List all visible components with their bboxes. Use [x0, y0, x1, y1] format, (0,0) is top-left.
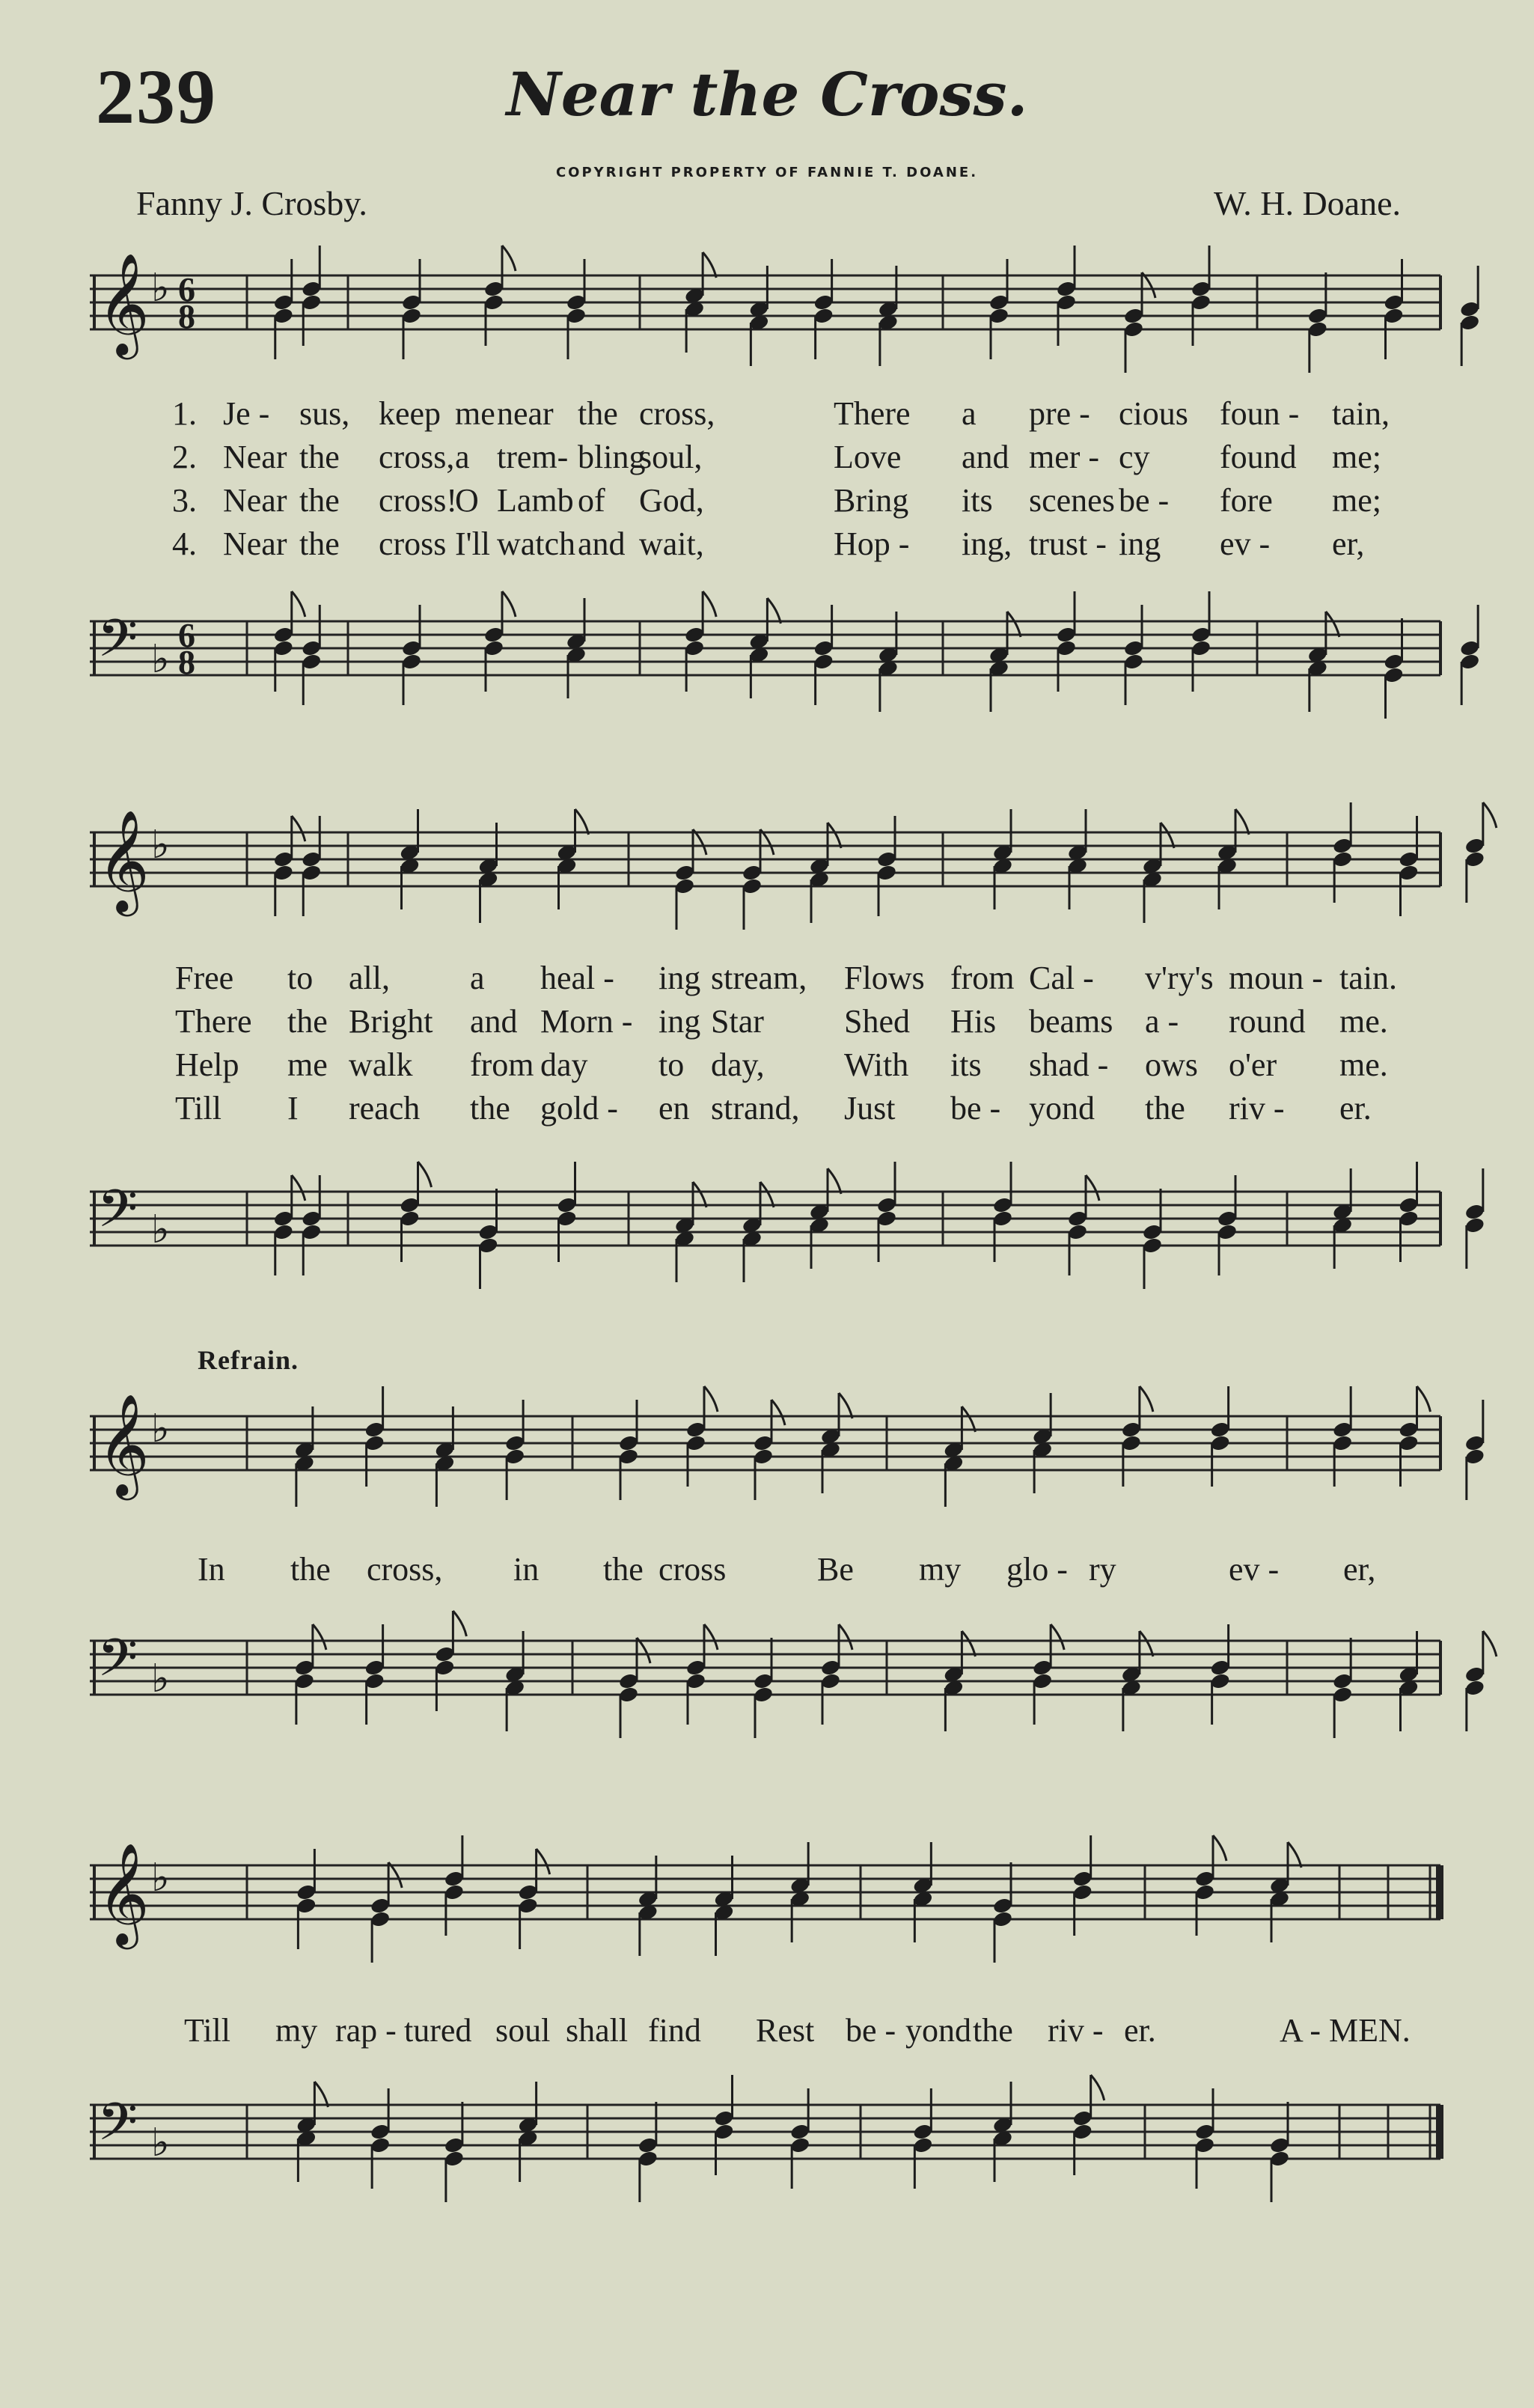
- lyric-syllable: Flows: [844, 960, 925, 996]
- lyric-syllable: keep: [379, 395, 441, 432]
- lyric-syllable: in: [513, 1551, 540, 1588]
- lyric-syllable: glo -: [1006, 1551, 1068, 1588]
- note-flag: [1213, 1835, 1226, 1861]
- lyric-syllable: Morn -: [540, 1003, 633, 1040]
- lyric-syllable: en: [658, 1090, 690, 1127]
- verse-number: 2.: [172, 439, 197, 475]
- lyric-row: [0, 1043, 1534, 1087]
- note-flag: [828, 1168, 841, 1194]
- treble-clef-icon: 𝄞: [97, 808, 150, 912]
- lyric-syllable: the: [578, 395, 618, 432]
- treble-clef-icon: 𝄞: [97, 1841, 150, 1945]
- lyric-syllable: Help: [175, 1046, 239, 1083]
- lyric-syllable: watch: [497, 525, 576, 562]
- lyric-syllable: ing,: [962, 525, 1012, 562]
- note-flag: [962, 1631, 975, 1656]
- lyric-syllable: the: [470, 1090, 510, 1127]
- lyric-syllable: God,: [639, 482, 704, 519]
- note-flag: [292, 1175, 305, 1201]
- note-flag: [1140, 1386, 1153, 1412]
- note-flag: [1086, 1175, 1099, 1201]
- lyric-row: [0, 436, 1534, 479]
- time-signature-top: 6: [178, 616, 195, 654]
- lyric-row: [0, 957, 1534, 1000]
- flat-key-signature-icon: ♭: [151, 1656, 170, 1701]
- note-flag: [839, 1624, 852, 1650]
- lyric-syllable: er,: [1332, 525, 1365, 562]
- lyric-syllable: a -: [1145, 1003, 1179, 1040]
- flat-key-signature-icon: ♭: [151, 637, 170, 682]
- lyric-syllable: shall: [566, 2012, 629, 2049]
- lyric-syllable: Just: [844, 1090, 896, 1127]
- lyric-syllable: ev -: [1229, 1551, 1280, 1588]
- note-flag: [1007, 612, 1021, 637]
- lyric-syllable: ing: [1119, 525, 1161, 562]
- note-flag: [502, 591, 516, 617]
- lyric-syllable: fore: [1220, 482, 1273, 519]
- note-flag: [1235, 809, 1249, 835]
- lyric-syllable: o'er: [1229, 1046, 1277, 1083]
- lyric-syllable: shad -: [1029, 1046, 1109, 1083]
- note-flag: [767, 598, 780, 624]
- lyric-syllable: me;: [1332, 482, 1381, 519]
- lyric-syllable: Till: [175, 1090, 222, 1127]
- lyric-syllable: the: [973, 2012, 1013, 2049]
- lyric-row: [0, 479, 1534, 522]
- lyric-row: [0, 392, 1534, 436]
- note-flag: [314, 2082, 328, 2107]
- lyric-syllable: the: [603, 1551, 644, 1588]
- lyric-syllable: pre -: [1029, 395, 1090, 432]
- lyric-syllable: riv -: [1048, 2012, 1104, 2049]
- lyric-syllable: Bright: [349, 1003, 433, 1040]
- flat-key-signature-icon: ♭: [151, 2121, 170, 2165]
- lyric-syllable: tured: [404, 2012, 472, 2049]
- flat-key-signature-icon: ♭: [151, 1207, 170, 1252]
- treble-staff-system-3: [0, 1394, 1534, 1506]
- note-flag: [313, 1624, 326, 1650]
- note-flag: [771, 1400, 785, 1425]
- lyric-row: [0, 1000, 1534, 1043]
- lyric-syllable: to: [287, 960, 314, 996]
- lyric-syllable: rap -: [335, 2012, 397, 2049]
- note-flag: [1051, 1624, 1064, 1650]
- lyric-syllable: Cal -: [1029, 960, 1094, 996]
- flat-key-signature-icon: ♭: [151, 1406, 170, 1451]
- lyric-syllable: ows: [1145, 1046, 1198, 1083]
- lyric-syllable: v'ry's: [1145, 960, 1214, 996]
- verse-number: 1.: [172, 395, 197, 432]
- lyric-syllable: strand,: [711, 1090, 800, 1127]
- note-flag: [693, 1182, 706, 1207]
- bass-clef-icon: 𝄢: [97, 608, 138, 681]
- lyric-row: [0, 522, 1534, 566]
- lyric-row: [0, 1548, 1534, 1591]
- lyric-syllable: cross,: [639, 395, 715, 432]
- lyric-syllable: me.: [1339, 1046, 1388, 1083]
- note-flag: [502, 246, 516, 271]
- lyric-syllable: all,: [349, 960, 390, 996]
- note-flag: [1326, 612, 1339, 637]
- lyric-syllable: found: [1220, 439, 1297, 475]
- note-flag: [1417, 1386, 1431, 1412]
- lyric-syllable: yond: [905, 2012, 971, 2049]
- bass-staff-system-3: [0, 1618, 1534, 1731]
- hymn-title: Near the Cross.: [506, 59, 1028, 129]
- lyric-syllable: There: [175, 1003, 252, 1040]
- lyric-syllable: a: [470, 960, 485, 996]
- flat-key-signature-icon: ♭: [151, 1856, 170, 1901]
- lyric-syllable: and: [962, 439, 1009, 475]
- bass-staff-system-2: [0, 1169, 1534, 1281]
- flat-key-signature-icon: ♭: [151, 823, 170, 868]
- lyric-syllable: riv -: [1229, 1090, 1285, 1127]
- lyric-syllable: Be: [817, 1551, 854, 1588]
- note-flag: [1140, 1631, 1153, 1656]
- bass-staff-system-1: [0, 599, 1534, 711]
- treble-staff-system-4: [0, 1843, 1534, 1955]
- lyric-syllable: gold -: [540, 1090, 618, 1127]
- lyric-syllable: be -: [1119, 482, 1170, 519]
- verse-number: 4.: [172, 525, 197, 562]
- lyric-syllable: Near: [223, 482, 287, 519]
- lyric-syllable: to: [658, 1046, 685, 1083]
- lyric-syllable: ev -: [1220, 525, 1271, 562]
- lyric-syllable: With: [844, 1046, 909, 1083]
- lyric-syllable: a: [455, 439, 470, 475]
- treble-clef-icon: 𝄞: [97, 252, 150, 355]
- lyric-syllable: me: [287, 1046, 328, 1083]
- lyric-syllable: moun -: [1229, 960, 1323, 996]
- lyric-syllable: Free: [175, 960, 234, 996]
- lyric-syllable: find: [648, 2012, 701, 2049]
- lyric-syllable: and: [578, 525, 626, 562]
- verse-number: 3.: [172, 482, 197, 519]
- treble-clef-icon: 𝄞: [97, 1392, 150, 1496]
- final-barline: [1436, 1865, 1443, 1919]
- lyric-syllable: I: [287, 1090, 299, 1127]
- lyric-row: [0, 2009, 1534, 2052]
- lyric-syllable: heal -: [540, 960, 614, 996]
- lyric-syllable: day: [540, 1046, 588, 1083]
- lyric-syllable: Near: [223, 439, 287, 475]
- lyric-syllable: the: [299, 525, 340, 562]
- note-flag: [962, 1406, 975, 1432]
- note-flag: [704, 1386, 718, 1412]
- lyric-syllable: wait,: [639, 525, 704, 562]
- lyric-syllable: Star: [711, 1003, 764, 1040]
- lyric-syllable: There: [834, 395, 911, 432]
- lyric-syllable: a: [962, 395, 977, 432]
- lyric-syllable: A - MEN.: [1280, 2012, 1411, 2049]
- lyric-row: [0, 1087, 1534, 1130]
- lyric-syllable: stream,: [711, 960, 807, 996]
- lyric-syllable: my: [919, 1551, 962, 1588]
- final-barline: [1436, 2105, 1443, 2159]
- lyric-syllable: round: [1229, 1003, 1306, 1040]
- lyric-syllable: its: [950, 1046, 982, 1083]
- lyric-syllable: His: [950, 1003, 997, 1040]
- note-flag: [839, 1393, 852, 1418]
- lyric-syllable: its: [962, 482, 993, 519]
- lyric-syllable: cross: [379, 525, 447, 562]
- note-flag: [575, 809, 589, 835]
- note-flag: [704, 1624, 718, 1650]
- time-signature-bottom: 8: [178, 643, 195, 681]
- note-flag: [1288, 1842, 1301, 1868]
- note-flag: [1161, 823, 1174, 848]
- lyric-syllable: Lamb: [497, 482, 574, 519]
- lyric-syllable: walk: [349, 1046, 413, 1083]
- lyric-syllable: ing: [658, 1003, 701, 1040]
- composer-credit: W. H. Doane.: [1214, 184, 1401, 222]
- lyric-syllable: reach: [349, 1090, 421, 1127]
- note-flag: [1483, 1631, 1497, 1656]
- lyric-syllable: from: [950, 960, 1015, 996]
- lyric-syllable: me.: [1339, 1003, 1388, 1040]
- time-signature-bottom: 8: [178, 297, 195, 335]
- lyric-syllable: me: [455, 395, 495, 432]
- flat-key-signature-icon: ♭: [151, 266, 170, 311]
- lyric-syllable: In: [198, 1551, 225, 1588]
- lyric-syllable: the: [1145, 1090, 1185, 1127]
- lyric-syllable: cross,: [379, 439, 455, 475]
- lyric-syllable: cious: [1119, 395, 1188, 432]
- lyric-syllable: er,: [1343, 1551, 1376, 1588]
- copyright-notice: COPYRIGHT PROPERTY OF FANNIE T. DOANE.: [555, 165, 979, 180]
- lyric-syllable: ry: [1089, 1551, 1116, 1588]
- lyric-syllable: ing: [658, 960, 701, 996]
- note-flag: [1091, 2075, 1104, 2100]
- lyric-syllable: be -: [950, 1090, 1001, 1127]
- note-flag: [292, 816, 305, 841]
- note-flag: [292, 591, 305, 617]
- lyric-syllable: er.: [1124, 2012, 1156, 2049]
- lyric-syllable: Hop -: [834, 525, 910, 562]
- lyric-syllable: cross!: [379, 482, 458, 519]
- lyric-syllable: beams: [1029, 1003, 1113, 1040]
- lyric-syllable: my: [275, 2012, 318, 2049]
- lyric-syllable: be -: [846, 2012, 896, 2049]
- lyric-syllable: near: [497, 395, 554, 432]
- lyric-syllable: Je -: [223, 395, 270, 432]
- time-signature-top: 6: [178, 270, 195, 308]
- lyric-syllable: soul,: [639, 439, 703, 475]
- lyric-syllable: the: [287, 1003, 328, 1040]
- lyric-syllable: trem-: [497, 439, 569, 475]
- lyric-syllable: er.: [1339, 1090, 1372, 1127]
- lyric-syllable: the: [299, 482, 340, 519]
- lyric-syllable: bling: [578, 439, 646, 475]
- treble-staff-system-2: [0, 810, 1534, 922]
- treble-staff-system-1: [0, 253, 1534, 365]
- refrain-label: Refrain.: [198, 1345, 299, 1375]
- lyric-syllable: soul: [495, 2012, 551, 2049]
- lyric-syllable: from: [470, 1046, 534, 1083]
- bass-staff-system-4: [0, 2082, 1534, 2195]
- lyric-syllable: cross: [658, 1551, 727, 1588]
- lyric-syllable: the: [299, 439, 340, 475]
- note-flag: [760, 1182, 774, 1207]
- note-flag: [453, 1611, 466, 1636]
- lyric-syllable: O: [455, 482, 479, 519]
- lyric-syllable: Shed: [844, 1003, 910, 1040]
- note-flag: [537, 1849, 550, 1874]
- lyric-syllable: Bring: [834, 482, 909, 519]
- lyric-syllable: me;: [1332, 439, 1381, 475]
- lyric-syllable: Rest: [756, 2012, 815, 2049]
- lyric-syllable: cy: [1119, 439, 1150, 475]
- bass-clef-icon: 𝄢: [97, 2091, 138, 2165]
- note-flag: [703, 252, 716, 278]
- lyric-syllable: Till: [184, 2012, 231, 2049]
- lyric-syllable: Near: [223, 525, 287, 562]
- lyric-syllable: and: [470, 1003, 518, 1040]
- lyric-syllable: tain.: [1339, 960, 1397, 996]
- lyric-syllable: of: [578, 482, 605, 519]
- lyric-syllable: I'll: [455, 525, 491, 562]
- bass-clef-icon: 𝄢: [97, 1627, 138, 1701]
- lyric-syllable: the: [290, 1551, 331, 1588]
- lyric-syllable: trust -: [1029, 525, 1107, 562]
- lyric-syllable: yond: [1029, 1090, 1095, 1127]
- lyric-syllable: scenes: [1029, 482, 1115, 519]
- lyric-syllable: mer -: [1029, 439, 1100, 475]
- hymn-number: 239: [96, 54, 217, 140]
- lyric-syllable: Love: [834, 439, 902, 475]
- lyric-syllable: foun -: [1220, 395, 1300, 432]
- note-flag: [418, 1162, 432, 1187]
- bass-clef-icon: 𝄢: [97, 1178, 138, 1252]
- lyricist-credit: Fanny J. Crosby.: [136, 184, 367, 222]
- note-flag: [703, 591, 716, 617]
- lyric-syllable: tain,: [1332, 395, 1390, 432]
- lyric-syllable: cross,: [367, 1551, 443, 1588]
- note-flag: [828, 823, 841, 848]
- note-flag: [1483, 802, 1497, 828]
- lyric-syllable: day,: [711, 1046, 765, 1083]
- lyric-syllable: sus,: [299, 395, 350, 432]
